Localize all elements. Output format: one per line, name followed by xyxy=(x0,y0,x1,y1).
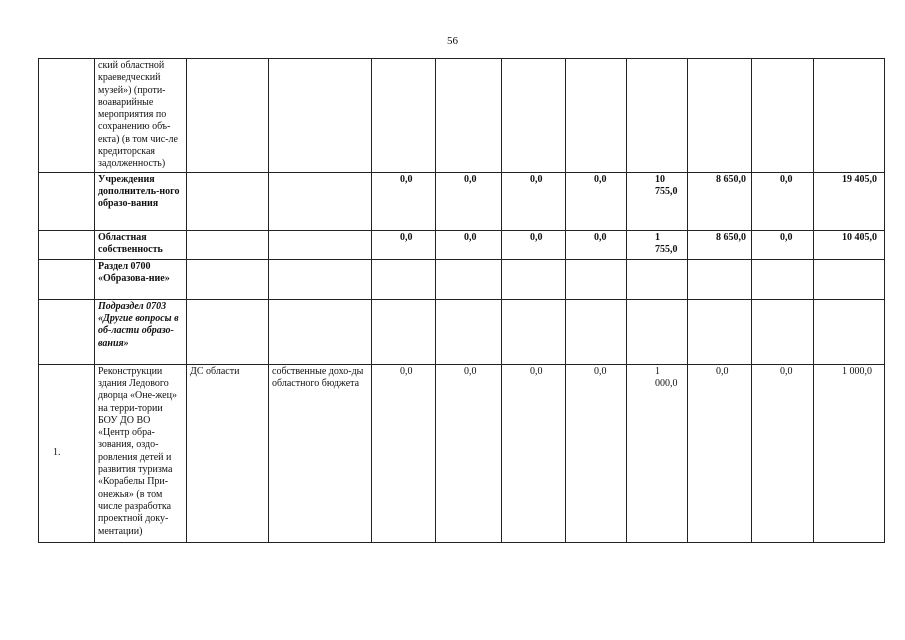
value-cell: 19 405,0 xyxy=(814,172,885,230)
row-number-cell xyxy=(39,259,95,299)
value-cell: 1 000,0 xyxy=(627,364,688,542)
source-cell xyxy=(269,230,372,259)
value-cell xyxy=(814,259,885,299)
row-number-cell xyxy=(39,59,95,173)
row-name-cell: Реконструкции здания Ледового дворца «Оне-жец» на терри-тории БОУ ДО ВО «Центр обра-зования, оздо-ровления детей и развития туризма «Корабелы При-онежья» (в том числе разработка проектной доку-ментации) xyxy=(95,364,187,542)
value-cell: 0,0 xyxy=(752,364,814,542)
row-number-cell xyxy=(39,230,95,259)
executor-cell: ДС области xyxy=(187,364,269,542)
value-cell: 0,0 xyxy=(688,364,752,542)
value-cell: 0,0 xyxy=(502,172,566,230)
table-row xyxy=(39,59,885,173)
value-cell: 0,0 xyxy=(566,172,627,230)
executor-cell xyxy=(187,230,269,259)
value-cell xyxy=(627,299,688,364)
value-cell: 10 405,0 xyxy=(814,230,885,259)
value-cell: 8 650,0 xyxy=(688,230,752,259)
value-cell xyxy=(502,299,566,364)
value-cell: 0,0 xyxy=(752,172,814,230)
row-number-cell xyxy=(39,172,95,230)
value-cell: 0,0 xyxy=(502,364,566,542)
row-number-cell xyxy=(39,299,95,364)
value-cell xyxy=(372,59,436,173)
source-cell xyxy=(269,59,372,173)
executor-cell xyxy=(187,259,269,299)
value-cell: 0,0 xyxy=(502,230,566,259)
source-cell xyxy=(269,172,372,230)
value-cell xyxy=(688,59,752,173)
table-row xyxy=(39,259,885,299)
value-cell xyxy=(436,59,502,173)
value-cell xyxy=(688,259,752,299)
value-cell xyxy=(502,259,566,299)
value-cell: 8 650,0 xyxy=(688,172,752,230)
value-cell xyxy=(372,299,436,364)
value-cell: 10 755,0 xyxy=(627,172,688,230)
value-cell: 0,0 xyxy=(436,364,502,542)
value-cell: 0,0 xyxy=(436,172,502,230)
row-name-cell: Областная собственность xyxy=(95,230,187,259)
executor-cell xyxy=(187,172,269,230)
value-cell xyxy=(752,299,814,364)
value-cell: 0,0 xyxy=(566,230,627,259)
table-body xyxy=(39,59,885,543)
row-number-cell: 1. xyxy=(39,364,95,542)
table-row xyxy=(39,364,885,542)
row-name-cell: Подраздел 0703 «Другие вопросы в об-ласти образо-вания» xyxy=(95,299,187,364)
value-cell xyxy=(436,259,502,299)
executor-cell xyxy=(187,299,269,364)
value-cell: 0,0 xyxy=(436,230,502,259)
source-cell: собственные дохо-ды областного бюджета xyxy=(269,364,372,542)
value-cell xyxy=(752,259,814,299)
value-cell xyxy=(566,259,627,299)
value-cell xyxy=(566,59,627,173)
value-cell: 0,0 xyxy=(372,172,436,230)
value-cell: 0,0 xyxy=(752,230,814,259)
row-name-cell: Учреждения дополнитель-ного образо-вания xyxy=(95,172,187,230)
value-cell xyxy=(814,59,885,173)
table-row xyxy=(39,172,885,230)
value-cell xyxy=(372,259,436,299)
value-cell xyxy=(627,59,688,173)
value-cell: 0,0 xyxy=(566,364,627,542)
source-cell xyxy=(269,259,372,299)
value-cell xyxy=(566,299,627,364)
value-cell xyxy=(814,299,885,364)
value-cell xyxy=(688,299,752,364)
table-row xyxy=(39,299,885,364)
executor-cell xyxy=(187,59,269,173)
row-name-cell: Раздел 0700 «Образова-ние» xyxy=(95,259,187,299)
page-number: 56 xyxy=(447,35,458,47)
value-cell xyxy=(436,299,502,364)
value-cell: 0,0 xyxy=(372,230,436,259)
value-cell: 0,0 xyxy=(372,364,436,542)
value-cell xyxy=(502,59,566,173)
value-cell: 1 755,0 xyxy=(627,230,688,259)
source-cell xyxy=(269,299,372,364)
row-name-cell: ский областной краеведческий музей») (проти-воаварийные мероприятия по сохранению объ-екта) (в том чис-ле кредиторская задолженность) xyxy=(95,59,187,173)
value-cell xyxy=(752,59,814,173)
budget-table xyxy=(38,58,885,543)
table-row xyxy=(39,230,885,259)
value-cell xyxy=(627,259,688,299)
value-cell: 1 000,0 xyxy=(814,364,885,542)
